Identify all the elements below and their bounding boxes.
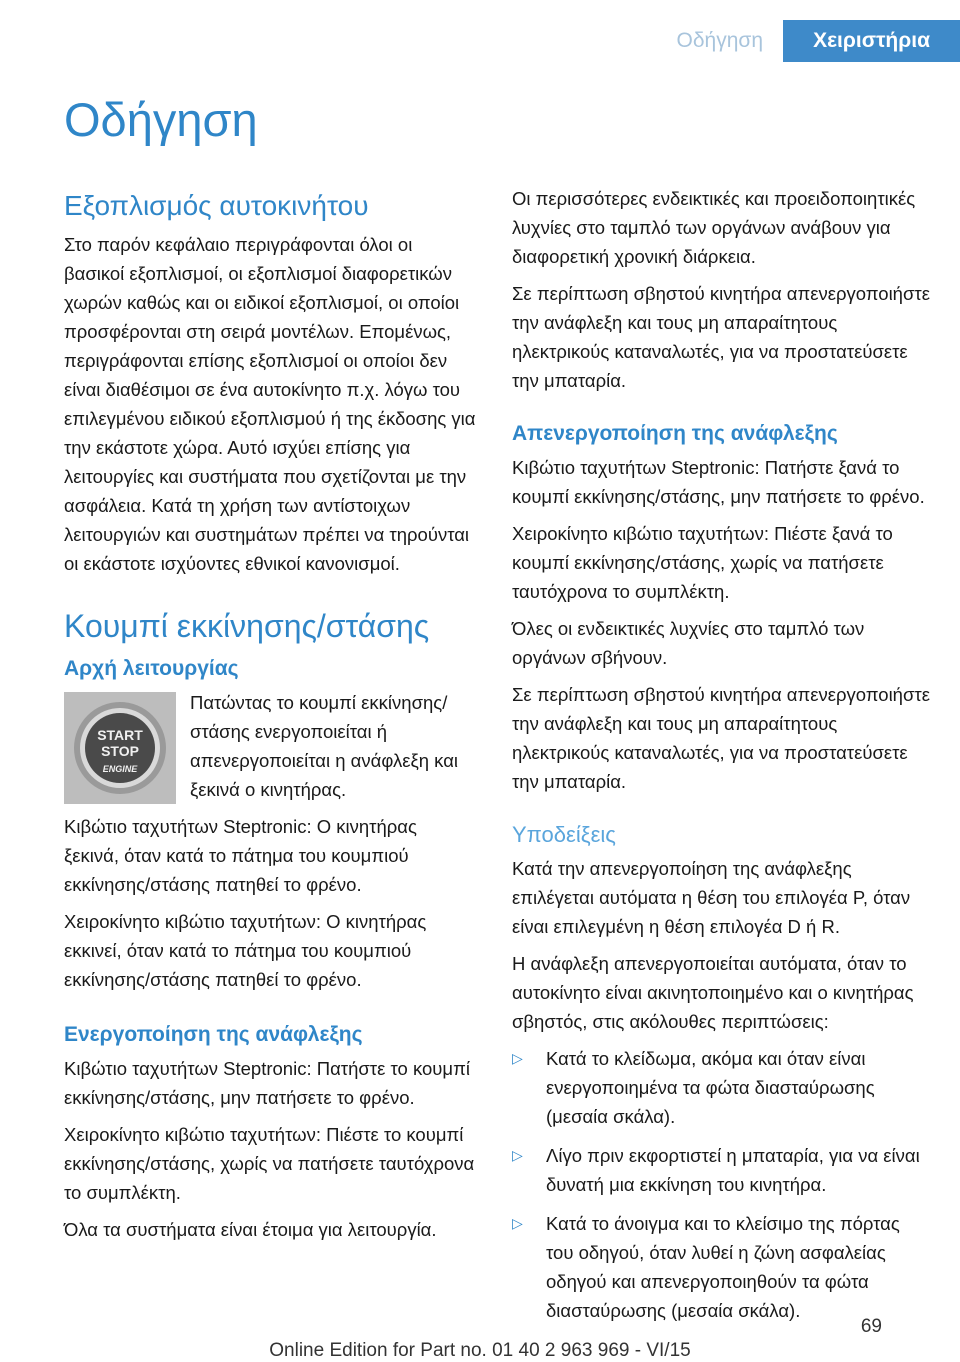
start-stop-button-image [64,692,176,804]
list-item-text: Κατά το άνοιγμα και το κλείσιμο της πόρτας του οδηγού, όταν λυθεί η ζώνη ασφαλείας οδηγού και απενεργοποιηθούν τα φώτα διασταύρωσης (μεσαία σκάλα). [546,1213,900,1321]
edition-footer: Online Edition for Part no. 01 40 2 963 969 - VI/15 [269,1340,691,1361]
section-heading-start-stop: Κουμπί εκκίνησης/στάσης [64,608,430,644]
ignition-on-paragraph-2: Χειροκίνητο κιβώτιο ταχυτήτων: Πιέστε το κουμπί εκκίνησης/στάσης, χωρίς να πατήσετε ταυτόχρονα το συμπλέκτη. [64,1124,475,1203]
ignition-on-paragraph-3: Όλα τα συστήματα είναι έτοιμα για λειτουργία. [64,1219,437,1240]
tab-driving[interactable]: Οδήγηση [676,29,764,52]
list-item-text: Κατά το κλείδωμα, ακόμα και όταν είναι ενεργοποιημένα τα φώτα διασταύρωσης (μεσαία σκάλα). [546,1048,875,1127]
right-column [512,184,932,1335]
list-item [512,1209,932,1325]
ignition-off-paragraph-1: Κιβώτιο ταχυτήτων Steptronic: Πατήστε ξανά το κουμπί εκκίνησης/στάσης, μην πατήσετε το φρένο. [512,457,925,507]
triangle-bullet-icon: ▷ [512,1050,523,1066]
principle-paragraph-1: Πατώντας το κουμπί εκκίνησης/στάσης ενεργοποιείται ή απενεργοποιείται η ανάφλεξη και ξεκινά ο κινητήρας. [190,692,459,800]
list-item [512,1044,932,1131]
start-label: START [97,727,143,743]
section-heading-equipment: Εξοπλισμός αυτοκινήτου [64,190,369,221]
subheading-notes: Υποδείξεις [512,822,616,847]
page-number: 69 [860,1316,882,1337]
subheading-principle: Αρχή λειτουργίας [64,657,239,680]
ignition-off-paragraph-4: Σε περίπτωση σβηστού κινητήρα απενεργοποιήστε την ανάφλεξη και τους μη απαραίτητους ηλεκτρικούς καταναλωτές, για να προστατεύσετε την μπαταρία. [512,684,930,792]
intro-paragraph-1: Οι περισσότερες ενδεικτικές και προειδοποιητικές λυχνίες στο ταμπλό των οργάνων ανάβουν για διαφορετική χρονική διάρκεια. [512,188,916,267]
notes-paragraph-2: Η ανάφλεξη απενεργοποιείται αυτόματα, όταν το αυτοκίνητο είναι ακινητοποιημένο και ο κινητήρας σβηστός, στις ακόλουθες περιπτώσεις: [512,953,914,1032]
stop-label: STOP [101,743,139,759]
subheading-ignition-off: Απενεργοποίηση της ανάφλεξης [512,422,838,445]
ignition-on-paragraph-1: Κιβώτιο ταχυτήτων Steptronic: Πατήστε το κουμπί εκκίνησης/στάσης, μην πατήσετε το φρένο. [64,1058,470,1108]
tab-controls[interactable]: Χειριστήρια [783,20,960,62]
triangle-bullet-icon: ▷ [512,1215,523,1231]
intro-paragraph-2: Σε περίπτωση σβηστού κινητήρα απενεργοποιήστε την ανάφλεξη και τους μη απαραίτητους ηλεκτρικούς καταναλωτές, για να προστατεύσετε την μπαταρία. [512,283,930,391]
left-column [64,184,476,1252]
equipment-paragraph: Στο παρόν κεφάλαιο περιγράφονται όλοι οι βασικοί εξοπλισμοί, οι εξοπλισμοί διαφορετικών χωρών καθώς και οι ειδικοί εξοπλισμοί, οι οποίοι προσφέρονται στη σειρά μοντέλων. Επομένως, περιγράφονται επίσης εξοπλισμοί οι οποίοι δεν είναι διαθέσιμοι σε ένα αυτοκίνητο π.χ. λόγω του επιλεγμένου ειδικού εξοπλισμού ή της έκδοσης για την εκάστοτε χώρα. Αυτό ισχύει επίσης για λειτουργίες και συστήματα που σχετίζονται με την ασφάλεια. Κατά τη χρήση των αντίστοιχων λειτουργιών και συστημάτων πρέπει να τηρούνται οι εκάστοτε ισχύοντες εθνικοί κανονισμοί. [64,234,476,574]
notes-bullet-list [512,1044,932,1325]
start-stop-button-icon [72,700,168,796]
ignition-off-paragraph-2: Χειροκίνητο κιβώτιο ταχυτήτων: Πιέστε ξανά το κουμπί εκκίνησης/στάσης, χωρίς να πατήσετε ταυτόχρονα το συμπλέκτη. [512,523,893,602]
ignition-off-paragraph-3: Όλες οι ενδεικτικές λυχνίες στο ταμπλό των οργάνων σβήνουν. [512,618,865,668]
page-title: Οδήγηση [64,93,258,146]
principle-paragraph-2: Κιβώτιο ταχυτήτων Steptronic: Ο κινητήρας ξεκινά, όταν κατά το πάτημα του κουμπιού εκκίνησης/στάσης πατηθεί το φρένο. [64,816,417,895]
list-item-text: Λίγο πριν εκφορτιστεί η μπαταρία, για να είναι δυνατή μια εκκίνηση του κινητήρα. [546,1145,920,1195]
header-nav [657,20,960,62]
notes-paragraph-1: Κατά την απενεργοποίηση της ανάφλεξης επιλέγεται αυτόματα η θέση του επιλογέα P, όταν είναι επιλεγμένη η θέση επιλογέα D ή R. [512,858,911,937]
list-item [512,1141,932,1199]
engine-label: ENGINE [102,764,138,774]
triangle-bullet-icon: ▷ [512,1147,523,1163]
principle-paragraph-3: Χειροκίνητο κιβώτιο ταχυτήτων: Ο κινητήρας εκκινεί, όταν κατά το πάτημα του κουμπιού εκκίνησης/στάσης πατηθεί το φρένο. [64,911,427,990]
subheading-ignition-on: Ενεργοποίηση της ανάφλεξης [64,1023,363,1046]
